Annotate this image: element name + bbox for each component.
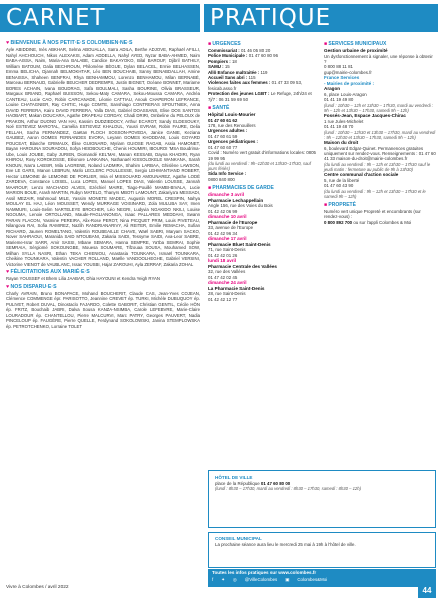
app-name[interactable]: Colombes&Moi: [297, 577, 328, 582]
services-heading: ■ SERVICES MUNICIPAUX: [324, 41, 387, 47]
mariages-heading: ♥ FÉLICITATIONS AUX MARIÉ·E·S: [6, 269, 90, 275]
heart-icon: ♥: [6, 40, 11, 46]
carnet-banner: CARNET: [0, 4, 200, 32]
ccas-phone: 01 47 60 43 90: [324, 183, 354, 189]
square-icon: ■: [324, 41, 329, 47]
urgences-list: [208, 48, 320, 102]
sida-info: Sida Info Service : 0800 840 800: [208, 171, 247, 182]
fosses-address: 1 rue Jules-Michelet: [324, 118, 364, 124]
square-icon: ■: [324, 202, 329, 209]
conseil-text: La prochaine séance aura lieu le mercredi 25 mai à 19h à l'hôtel de ville.: [215, 541, 356, 547]
hotel-de-ville-box: [208, 470, 436, 528]
urgence-item: Pompiers : 18: [208, 58, 237, 64]
aragon-hours: (lundi : 10h30 – 12h et 13h30 – 17h30, mardi au vendredi : 9h – 12h et 13h30 – 17h30, samedi 9h – 12h): [324, 102, 433, 114]
square-icon: ■: [208, 105, 213, 112]
fosses-hours: (lundi : 10h30 – 12h30 et 13h30 – 17h30, mardi au vendredi : 9h – 12h30 et 13h30 – 17h30, samedi 9h – 12h): [324, 129, 436, 140]
instagram-icon[interactable]: ◎: [232, 577, 237, 582]
deces-heading: ♥ NOS DISPARU·E·S: [6, 283, 57, 290]
heart-icon: ♥: [6, 283, 11, 290]
conseil-title: CONSEIL MUNICIPAL: [215, 536, 262, 541]
maison-droit-hours: (du lundi au vendredi : 9h – 12h et 13h30 – 17h30 sauf le jeudi matin : fermeture au public de 9h à 13h30): [324, 161, 431, 173]
gestion-email[interactable]: gup@mairie-colombes.fr: [324, 69, 372, 75]
hopital-name: Hôpital Louis-Mourier: [208, 112, 256, 118]
ccas-title: Centre communal d'action sociale: [324, 172, 399, 178]
ccas-address: 5, rue de la liberté: [324, 177, 360, 183]
fosses-title: Fossés-Jean, Espace Jacques-Chirac: [324, 113, 406, 119]
gestion-text: Un dysfonctionnement à signaler, une réponse à obtenir ?: [324, 53, 433, 64]
sante-heading: ■ SANTÉ: [208, 105, 230, 112]
hotel-hours: (lundi : 8h30 – 17h30, mardi au vendredi : 8h30 – 17h30, samedi : 8h30 – 12h): [215, 486, 361, 491]
twitter-icon[interactable]: ✦: [221, 577, 225, 582]
urgences-heading: ■ URGENCES: [208, 41, 241, 47]
urgence-item: Protection des jeunes LGBT : Le Refuge, 24h/24 et 7j/7 : 06 31 59 69 50: [208, 91, 312, 102]
maison-droit-title: Maison du droit: [324, 140, 359, 146]
gestion-phone[interactable]: 0 800 88 11 81: [324, 64, 353, 70]
conseil-municipal-box: [208, 532, 436, 568]
pharmacies-heading: ■ PHARMACIES DE GARDE: [208, 185, 274, 192]
hopital-phone: 01 47 60 61 62: [208, 117, 238, 123]
urgence-item: Accueil Sans abri : 115: [208, 75, 256, 81]
naissances-heading: ♥ BIENVENUE À NOS PETIT·E·S COLOMBIEN·NE·S: [6, 40, 133, 46]
website-link[interactable]: www.colombes.fr: [278, 570, 317, 575]
carnet-column: [6, 38, 200, 329]
proprete-text: Numéro vert unique Propreté et encombrants (sur rendez-vous) :: [324, 209, 421, 220]
covid-info: Covid : Numéro vert gratuit d'informations locales: 0805 19 99 95: [208, 150, 316, 161]
gestion-title: Gestion urbaine de proximité: [324, 48, 388, 53]
proprete-phone: 0 800 892 700 ou sur l'appli Colombes & Moi: [324, 219, 412, 225]
aragon-phone: 01 41 19 49 80: [324, 97, 354, 103]
square-icon: ■: [208, 41, 213, 47]
heart-icon: ♥: [6, 269, 11, 275]
social-handle[interactable]: @VilleColombes: [244, 577, 278, 582]
france-services-title: France Services: [324, 75, 360, 81]
hopital-address: 178, rue des Renouillers: [208, 123, 256, 129]
aragon-title: Aragon: [324, 86, 341, 92]
urgence-item: SAMU : 15: [208, 64, 230, 70]
urgence-item: Police Municipale : 01 47 60 80 96: [208, 53, 279, 59]
covid-hours: (du lundi au vendredi : 9h–12h30 et 13h30–17h30, sauf jours fériés): [208, 160, 311, 172]
france-services-sub: - Mairies de proximité :: [324, 80, 375, 86]
pharmacie-item: dimanche 3 avril Pharmacie Lechappellain Angle 156, rue des Voies du Bois 01 42 42 06 99: [208, 192, 273, 214]
urgence-item: Violences faites aux femmes : 01 47 33 09 53, fesicab.asso.fr: [208, 80, 303, 91]
square-icon: ■: [208, 185, 213, 192]
aragon-address: 6, place Louis-Aragon: [324, 92, 367, 97]
pharmacie-item: lundi 18 avril Pharmacie Centrale des Vallées 32, rue des Vallées 01 47 42 02 45: [208, 258, 277, 280]
infos-title: Toutes les infos pratiques sur www.colombes.fr: [212, 570, 317, 575]
urgence-item: Allô Enfance maltraitée : 119: [208, 69, 268, 75]
pharmacie-item: dimanche 17 avril Pharmacie Bluet Saint-Denis 71, rue Saint-Denis 01 42 42 01 26: [208, 236, 271, 258]
mariages-text: Rayan YOUSSEF et Bhem Lilia JAABAR, Dhia HAYOUNI et Kendra Yeigh RYAN: [6, 276, 160, 281]
page-number: 44: [418, 584, 436, 598]
page-footer: Vivre à Colombes / avril 2022: [6, 585, 69, 590]
urgences-pediatriques: Urgences pédiatriques : 01 47 60 60 77: [208, 139, 259, 150]
hotel-title: HÔTEL DE VILLE: [215, 475, 253, 480]
urgence-item: Commissariat : 01 46 05 80 20: [208, 48, 271, 53]
facebook-icon[interactable]: f: [212, 577, 214, 582]
proprete-heading: ■ PROPRETÉ: [324, 202, 356, 209]
deces-text: Charly AVRAIN, Bruno BONAPACE, Mohand BOUCHERIT, Claude CAS, Jean-Yves COJEAN, Clémence COMMENGE épr. PARISOTTO, Jeannine CREVET ép. TURKI, Michèle DUBUQUOY ép. PULIVET, Robert DUVAL, Dinostaclo FAJARDO, Colette GABORIT, Christian GENTIL, Cécile HÖN ép. FRITZ, Bouchaib JABRI, Dalva Sousa KANZA-NSIMBA, Carole LEFEBVRE, Marie-Claire LOURADOUR ép. CHANTELLOU, Pierre MALCURVI, Marc PATRY, Georges PAUVERT, Nadia PINCELOUP ép. FAUGÈRE, Pierre QUELLE, Ferdynand SOKOLOWSKI, Janina STEMPLOWSKA ép. PETROTCHENKO, Lorraine TOLET: [6, 290, 200, 329]
app-icon[interactable]: ▣: [285, 577, 290, 582]
pharmacie-item: dimanche 10 avril Pharmacie de l'Europe 33, avenue de l'Europe 01 42 42 96 34: [208, 214, 258, 236]
naissances-text: Ayle ABIDDINE, Inès ABKHAR, Selma ABOUALLA, Saïra ADILA, Berthe ADJOVE, Raphaël AFILLI, Nahyl AHCHOUCH, Nikos ALEXAKIS, Adam ADDELLA, Nahyl AYED, Nyzar BABA-AHMED, Naim BABA-AISSA, Naim, Maria-Ana BALABE, Candice BAKAYOKO, Bilal BAROUF, Djibril BATHILY, William BATOUM, Dalia BECHROUN, Philomène BÈGUE, Dylan BELACEL, Ermie BELHASSEN, Emma BELICHA, Djannah BELMOKHTAR, Léo BEN BOUCHAIB, Sanny BENABDALLAH, Amine BENAISSA, Shaheen BENFRAI, Rhya BENHAMMOU, Lorenzo BENHAMOU, Milan BERNABÉ, Marceau BERNAUD, Gabrielle BEUCHER DEDREMPS, Justin BIGNET, Océane BONNET, Mariame BORES ACHAIN, Ivana BOUDRAG, Safa BOULMALI, Sasha BOURINE, Olivia BRASSEUR, Margaux BRIAND, Raphaël BUISSON, Sekou-Maty CAMARA, Sekou-Moussa CAMARA, Andréa CANTEAU, Lucie CAO, Robin CARCANADE, Léonie CATTIAU, Anouk CHAPERON LEFRANCE, Louise CHATAGNIER, Ray CHITIC, Hugo COMTE, Sanshiago CONTRERAS SPOUTNIEK, Anna DAVID FERRERA, Kairo DAVID FERRERA, Yalla DIAS, Gabriel DOASSANS, Elise DOS SANTOS HAOBART, Makan DOUCARA, Agathe DRAPEAU CORDAY, Chadi DRIRI, Ombeline du PELOUX de PRAKON, Arthur DUONG VAN HAI, Kassim DUDZIEDOCY, Arthur ECAROT, Sandy ELDESOUKY, Noé ESTEVEZ MAROTAL, Camélia ESTIEVEZ KHALOUL, Yousri EVRAM, Robin FAURE, Delia FELLAH, Sacha FERNANDEZ, Gaëtan FLOCH SOSSON-POVEDA, Janice GANIE, Keziana GAUBEZ, Aaron GOMES FERNANDES EVORA, Leyann GOMES KHODDANI, Louis GOYARD POUCEAT, Blanche GRIMAUX, Élise GUIGNARD, Myriam GUIOSE RAGAB, Assia HAMONET, Bayan HAROUNA SOURADOU, Sofya HEIDBOUCHE, Chenis HOUMIRI, IBOUROI 'MSA Boudrima-Ube, Louis JOUBE, Gaby JURIEN, Diomandé KEL'MAI, Manan KESSABI, Dayna KHADIRI, Ryan KHIROU, Rosy KOROKOSSE, Eléonore LANKAINA, Nathanaël KISSOLOKELE WANKANA, Sarah KNOUN, Nas'a LABSIR, Mila LAGRENE, Noland LADMIRA, Shahim LARBAA, Ghislène LAWSON, Eve LE GARS, Manon LEBRUN, Maïlo LECLERC POULLESSE, Sergio LEHMANTIAND ROBERT, Hector LEMOINE de LEMOINE DE PORLIER, Imia el MISSOUARD AMOUNAREZ, Agathe LODÉ ZARDEVA, Constance LOISEL, Luca LOPES, Manuel LOPES DIAS, Valentin LOUSSE, Jannah MAAROUF, Lenzo MACHADO ALVES, Ezéchiel MAIRE, Tiago-Pouillé MAMBI-BIVALA, Lucie MARION BOUE, Arash MARTIN, Rubyn MATELO, Thanyrs MBOTI LAMOUNT, Zakariya'a MESSADI, Assil MEZAIR, Mahmoud MILE, Yassim MONETE MADEC, Augustin MOREL CRESPIN, Nahya MOULAY EL HAJ, Léon MOUSSET, Wendy MURRAGE VOISINARD, Zola MULUBA SAY, Imen NAMMURI, Louis-Selim NARTELEYE BROCHER, Léo NEGRI, Ludyvia NGAKIDO NKILI, Louise NGOUMA, Lenoie ORTOLLAND, Maude-PAGLIANONGA, Isaac PALLARES MEDDAHI, Swann PARAN FLACON, Yasmine PEREIRA, Alix-Rose PEROT, Nina PICQUET PRIM, Louis PIVETEAU, Nilangova RAI, Sofia RAMIREZ, Nazlih RANDRIANARIVY, Ali REITER, Emilie REMACHA, Sufian RICHARD, Jaunen ROMELTANG, Valentin ROUBEAILLE CHAVE, Waël SABRI, Maryam SACKO, Nover SAHRAOUI, Maranida SAID MTOUBANI, Zakaria SAIDI, Tessyme SAIDI, Ava-Leor SABRE, Marieme-Israr SARR, Amir SASSI, Mbane SEMARA, Hanna SEMPRE, Ya'tba SEMRAI, Sophie SEMRAIA, Sérgiomé SOKOUNGBE, Mouesa SOUMARE, Tifzouaa SOUSA, Mouhamed SOW, Milhan SYLLA NASRI, Ethan TEKA CHIENIOU, Anastasia TOUNKARA, Ismaël TOUNKARA, Cheikine TOUNKARA, Valentin VACHER ROLLAND, Maëlle VANDOOLHEGHE, Gabriel VERSINI, Victorine VIENOT de VAUBLANC, Issac YOUSBI, Hajar ZAROUHI, Ayla ZERRAF, Zakaria ZOHAL: [6, 47, 200, 267]
pratique-right-column: [324, 38, 436, 225]
pharmacie-item: dimanche 24 avril La Pharmacie Saint-Denis 28, rue Saint-Denis 01 42 42 12 77: [208, 280, 265, 302]
pratique-mid-column: [208, 38, 320, 302]
pratique-banner: PRATIQUE: [204, 4, 438, 32]
urgences-adultes: Urgences adultes : 01 47 60 61 59: [208, 128, 248, 139]
fosses-phone: 01 41 19 48 70: [324, 124, 354, 130]
social-links: [212, 577, 432, 583]
ccas-hours: (du lundi au vendredi : 9h – 12h et 13h30 – 17h30 et le samedi 9h – 12h): [324, 188, 426, 199]
hotel-address: place de la République 01 47 60 80 00: [215, 480, 291, 486]
maison-droit-text: 6, boulevard Edgar-Quinet. Permanences gratuites uniquement sur rendez-vous. Renseignements : 01 47 60 41 33 maison-du-droit@mairie-colombes.fr: [324, 145, 436, 162]
